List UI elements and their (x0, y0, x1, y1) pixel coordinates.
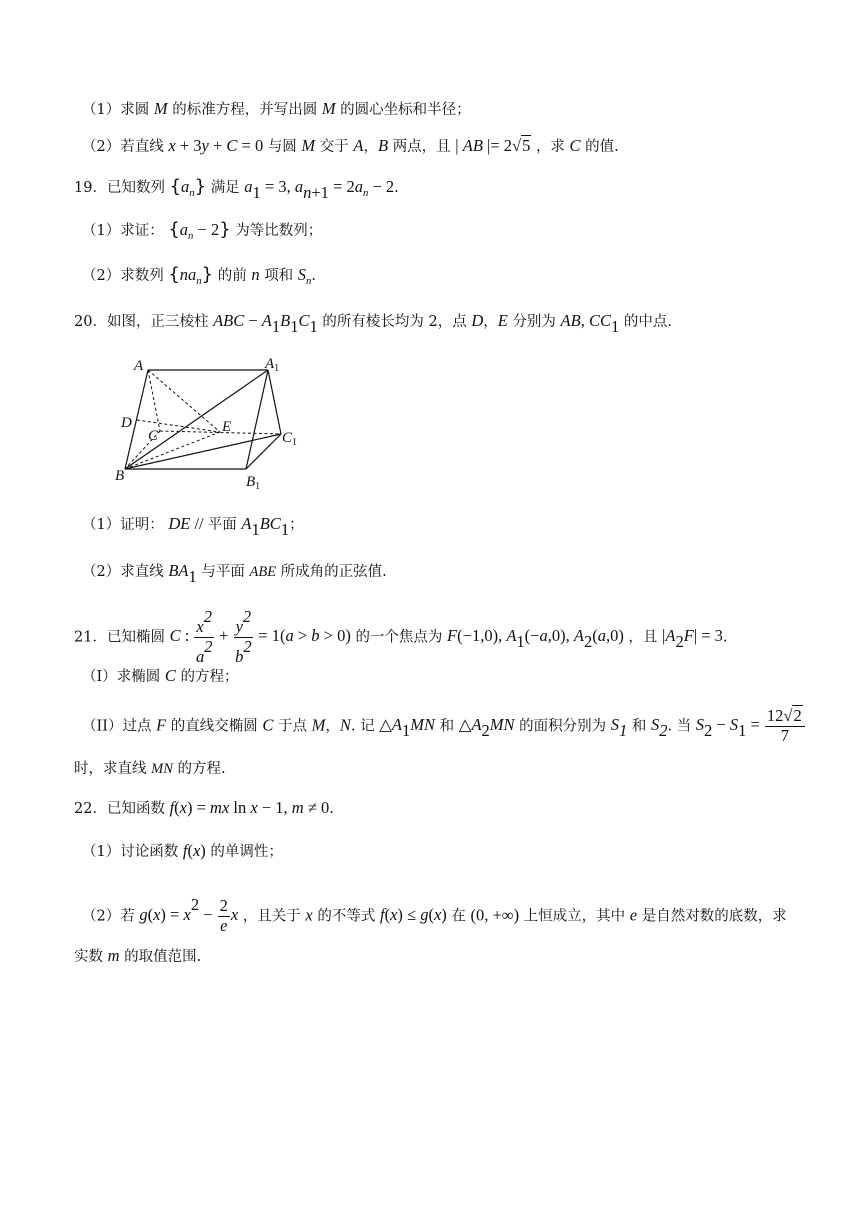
plane-A1BC1: $A_1BC_1$ (241, 514, 290, 539)
ellipse-equation: C : $\frac{x^2}{a^2}$ + $\frac{y^2}{b^2}$ = 1(a > b > 0) (169, 607, 351, 666)
label-D: D (121, 415, 132, 431)
focus-and-vertices: F(−1,0), $A_1(-a,0)$, $A_2(a,0)$ (447, 626, 624, 652)
prism-name: ABC − $A_1B_1C_1$ (213, 311, 318, 336)
parallel-statement: DE // (168, 514, 208, 533)
midpoint-segments: AB, $CC_1$ (560, 311, 620, 336)
q20-part1: （1）证明： DE // 平面 $A_1BC_1$； (82, 514, 304, 539)
q20-part2: （2）求直线 $BA_1$ 与平面 ABE 所成角的正弦值. (82, 561, 387, 586)
triangle-A1MN: $\triangle A_1MN$ (379, 715, 436, 741)
inequality: f(x) ≤ g(x) (379, 905, 447, 925)
label-A1: $A_1$ (265, 356, 280, 374)
edge-C1B1 (246, 434, 281, 469)
line-BA1: $BA_1$ (168, 561, 197, 586)
line-equation: x + 3y + C = 0 (168, 136, 264, 155)
interval: (0, +∞) (470, 905, 520, 925)
q20-stem: 20．如图，正三棱柱 ABC − $A_1B_1C_1$ 的所有棱长均为 2，点 D，E 分别为 AB, $CC_1$ 的中点. (74, 311, 672, 336)
sequence-a-n-minus-2: $\{a_n - 2\}$ (168, 219, 231, 242)
label-A: A (134, 358, 144, 374)
recurrence-equation: $a_1 = 3$, $a_{n+1} = 2a_n - 2$ (244, 177, 395, 202)
function-g: $g(x) = x^2$ − $\frac{2}{e}$ x (139, 895, 239, 935)
triangle-A2MN: $\triangle A_2MN$ (458, 715, 515, 741)
sequence-n-a-n: $\{na_n\}$ (168, 264, 214, 287)
area-difference-equation: $S_2 - S_1$ = $\frac{12√2}{7}$ (696, 718, 806, 734)
q18-part2: （2）若直线 x + 3y + C = 0 与圆 M 交于 A，B 两点，且 | AB |= 2√5 ，求 C 的值. (82, 136, 619, 155)
prism-figure (108, 354, 308, 494)
f-of-x: f(x) (182, 841, 206, 860)
q19-part1: （1）求证： $\{a_n - 2\}$ 为等比数列； (82, 219, 323, 242)
edge-A1C1 (268, 370, 281, 434)
distance-A2F: $|A_2F| = 3$ (662, 626, 723, 652)
q18-part1: （1）求圆 M 的标准方程，并写出圆 M 的圆心坐标和半径； (82, 99, 471, 118)
q22-part2-continued: 实数 m 的取值范围. (74, 946, 202, 965)
label-B1: $B_1$ (246, 474, 261, 492)
label-E: E (222, 419, 232, 435)
q22-part1: （1）讨论函数 f(x) 的单调性； (82, 841, 283, 860)
chord-length-equation: | AB |= 2√5 (455, 136, 531, 155)
q22-part2: （2）若 $g(x) = x^2$ − $\frac{2}{e}$ x ，且关于 x 的不等式 f(x) ≤ g(x) 在 (0, +∞) 上恒成立，其中 e 是自然对数的底数，求 (82, 895, 787, 935)
q19-stem: 19．已知数列 $\{a_n\}$ 满足 $a_1 = 3$, $a_{n+1} = 2a_n - 2$. (74, 176, 399, 202)
sequence-a-n: $\{a_n\}$ (169, 176, 207, 199)
label-C1: $C_1$ (282, 430, 298, 448)
label-B: B (115, 468, 125, 484)
q22-stem: 22．已知函数 f(x) = mx ln x − 1, m ≠ 0. (74, 798, 334, 817)
q21-stem: 21．已知椭圆 C : $\frac{x^2}{a^2}$ + $\frac{y^2}{b^2}$ = 1(a > b > 0) 的一个焦点为 F(−1,0), $A_1(-a,0)$, $A_2(a,0)$ ，且 $|A_2F| = 3$. (74, 607, 728, 666)
q21-part1: （I）求椭圆 C 的方程； (82, 666, 239, 685)
segment-BA1 (125, 370, 268, 469)
function-f: f(x) = mx ln x − 1, m ≠ 0 (169, 798, 330, 817)
q21-part2: （II）过点 F 的直线交椭圆 C 于点 M，N. 记 $\triangle A_1MN$ 和 $\triangle A_2MN$ 的面积分别为 $S_1$ 和 $S_2$. 当 $S_2 - S_1$ = $\frac{12√2}{7}$ (82, 707, 806, 746)
edge-A1B1 (246, 370, 268, 469)
q19-part2: （2）求数列 $\{na_n\}$ 的前 n 项和 $S_n$. (82, 264, 317, 287)
label-C: C (148, 428, 159, 444)
segment-AE (148, 370, 220, 432)
q21-part2-continued: 时，求直线 MN 的方程. (74, 761, 226, 777)
